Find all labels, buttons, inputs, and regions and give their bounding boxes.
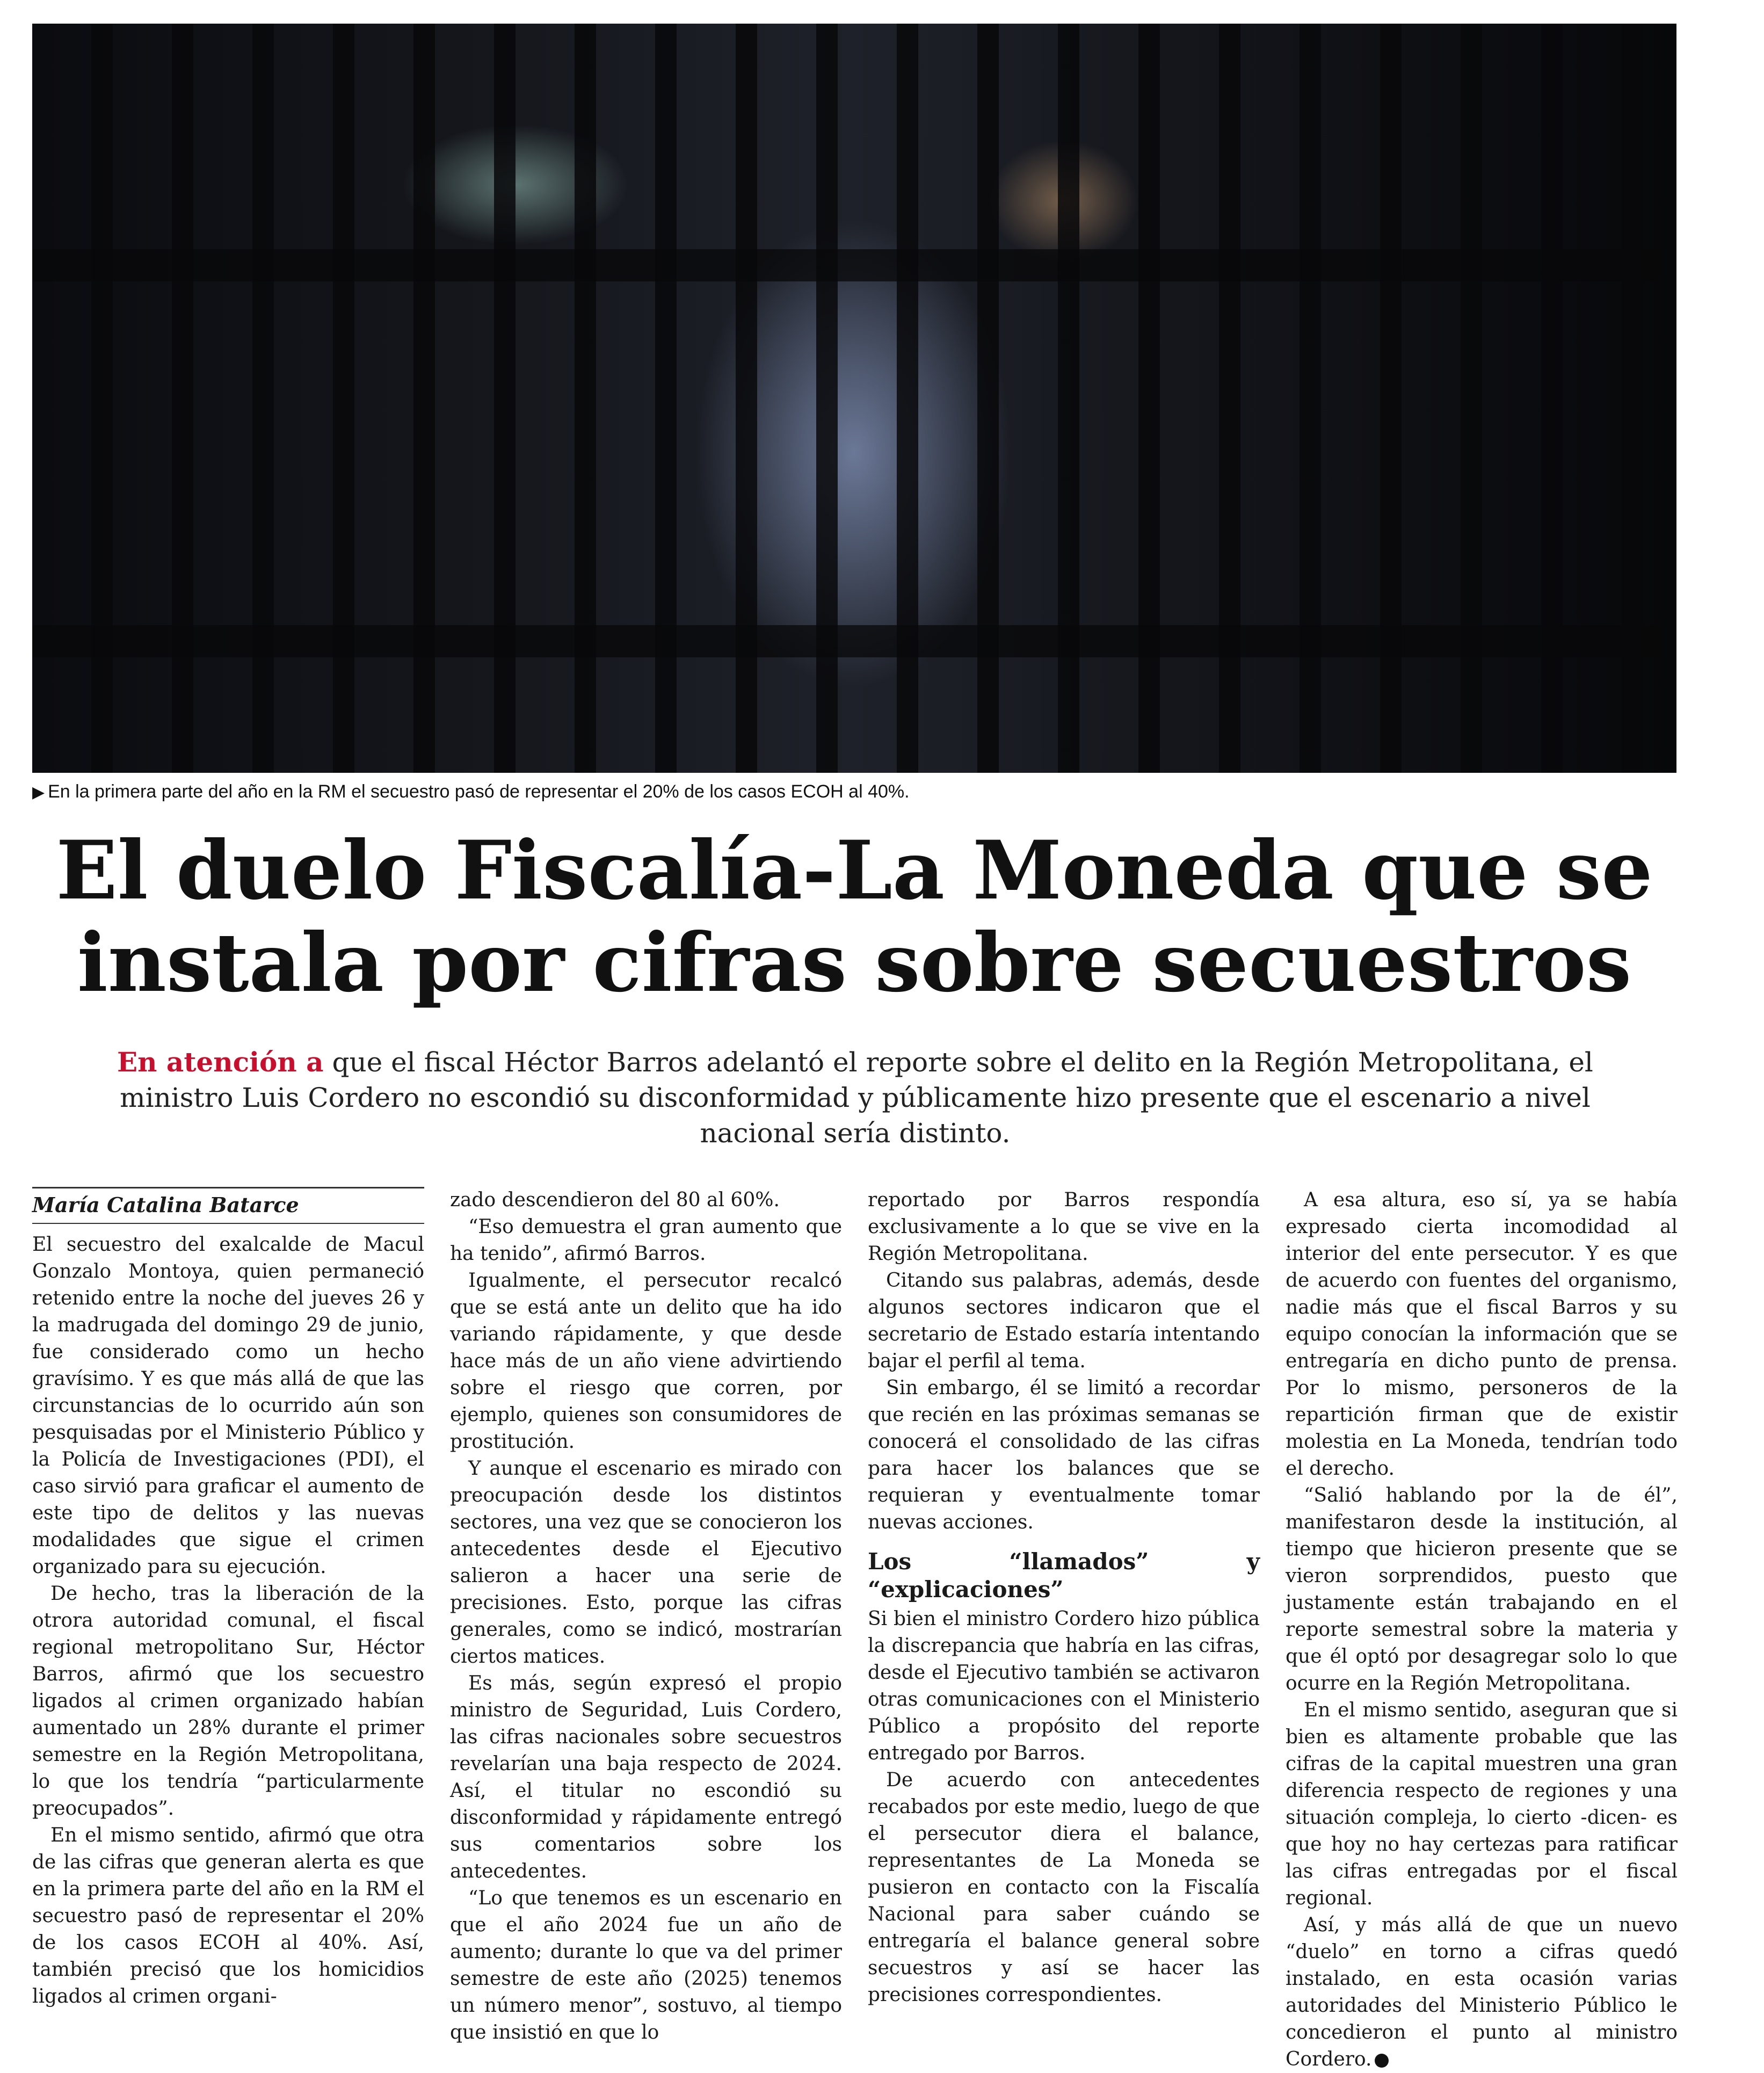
paragraph: En el mismo sentido, aseguran que si bien es altamente probable que las cifras de la capital muestren una gran diferencia respecto de regiones y una situación compleja, lo cierto -dicen- es que hoy no hay certezas para ratificar las cifras entregadas por el fiscal regional. xyxy=(1286,1699,1678,1909)
column-1 xyxy=(32,1187,424,2010)
paragraph-last: Así, y más allá de que un nuevo “duelo” en torno a cifras quedó instalado, en esta ocasión varias autoridades del Ministerio Público le concedieron el punto al ministro Cordero. xyxy=(1286,1914,1678,2070)
paragraph: En el mismo sentido, afirmó que otra de las cifras que generan alerta es que en la primera parte del año en la RM el secuestro pasó de representar el 20% de los casos ECOH al 40%. Así, también precisó que los homicidios ligados al crimen organi- xyxy=(32,1824,424,2007)
paragraph: De hecho, tras la liberación de la otrora autoridad comunal, el fiscal regional metropolitano Sur, Héctor Barros, afirmó que los secuestro ligados al crimen organizado habían aumentado un 28% durante el primer semestre en la Región Metropolitana, lo que los tendría “particularmente preocupados”. xyxy=(32,1583,424,1820)
paragraph: “Lo que tenemos es un escenario en que el año 2024 fue un año de aumento; durante lo que va del primer semestre de este año (2025) tenemos un número menor”, sostuvo, al tiempo que insistió en que lo xyxy=(450,1887,842,2043)
caption-triangle-icon: ▶ xyxy=(32,784,45,801)
lede-kicker: En atención a xyxy=(117,1046,324,1078)
paragraph: Si bien el ministro Cordero hizo pública la discrepancia que habría en las cifras, desde el Ejecutivo también se activaron otras comunicaciones con el Ministerio Público a propósito del reporte entregado por Barros. xyxy=(868,1608,1260,1764)
lede-text: que el fiscal Héctor Barros adelantó el reporte sobre el delito en la Región Metropolitana, el ministro Luis Cordero no escondió su disconformidad y públicamente hizo presente que el escenario a nivel nacional sería distinto. xyxy=(120,1047,1593,1149)
lede xyxy=(64,1045,1646,1151)
paragraph: Igualmente, el persecutor recalcó que se está ante un delito que ha ido variando rápidamente, y que desde hace más de un año viene advirtiendo sobre el riesgo que corren, por ejemplo, quienes son consumidores de prostitución. xyxy=(450,1270,842,1453)
article-photo xyxy=(32,24,1676,773)
paragraph: Es más, según expresó el propio ministro de Seguridad, Luis Cordero, las cifras nacionales sobre secuestros revelarían una baja respecto de 2024. Así, el titular no escondió su disconformidad y rápidamente entregó sus comentarios sobre los antecedentes. xyxy=(450,1672,842,1882)
paragraph: Sin embargo, él se limitó a recordar que recién en las próximas semanas se conocerá el consolidado de las cifras para hacer los balances que se requieran y eventualmente tomar nuevas acciones. xyxy=(868,1377,1260,1533)
paragraph: “Salió hablando por la de él”, manifestaron desde la institución, al tiempo que hicieron presente que se vieron sorprendidos, puesto que justamente están trabajando en el reporte semestral sobre la materia y que él optó por desagregar solo lo que ocurre en la Región Metropolitana. xyxy=(1286,1484,1678,1694)
paragraph: reportado por Barros respondía exclusivamente a lo que se vive en la Región Metropolitana. xyxy=(868,1189,1260,1265)
paragraph: Citando sus palabras, además, desde algunos sectores indicaron que el secretario de Estado estaría intentando bajar el perfil al tema. xyxy=(868,1270,1260,1372)
headline: El duelo Fiscalía-La Moneda que se instala por cifras sobre secuestros xyxy=(56,823,1653,1010)
section-subhead: Los “llamados” y “explicaciones” xyxy=(868,1548,1260,1603)
paragraph: Y aunque el escenario es mirado con preocupación desde los distintos sectores, una vez que se conocieron los antecedentes desde el Ejecutivo salieron a hacer una serie de precisiones. Esto, porque las cifras generales, como se indicó, mostrarían ciertos matices. xyxy=(450,1458,842,1668)
prison-bars-icon xyxy=(32,24,1676,773)
paragraph: zado descendieron del 80 al 60%. xyxy=(450,1189,780,1211)
paragraph: El secuestro del exalcalde de Macul Gonzalo Montoya, quien permaneció retenido entre la noche del jueves 26 y la madrugada del domingo 29 de junio, fue considerado como un hecho gravísimo. Y es que más allá de que las circunstancias de lo ocurrido aún son pesquisadas por el Ministerio Público y la Policía de Investigaciones (PDI), el caso sirvió para graficar el aumento de este tipo de delitos y las nuevas modalidades que sigue el crimen organizado para su ejecución. xyxy=(32,1234,424,1578)
paragraph: A esa altura, eso sí, ya se había expresado cierta incomodidad al interior del ente persecutor. Y es que de acuerdo con fuentes del organismo, nadie más que el fiscal Barros y su equipo conocían la información que se entregaría en dicho punto de prensa. Por lo mismo, personeros de la repartición firman que de existir molestia en La Moneda, tendrían todo el derecho. xyxy=(1286,1189,1678,1480)
column-4 xyxy=(1286,1187,1678,2073)
byline: María Catalina Batarce xyxy=(32,1187,424,1224)
paragraph: “Eso demuestra el gran aumento que ha tenido”, afirmó Barros. xyxy=(450,1216,842,1265)
column-3 xyxy=(868,1187,1260,2009)
end-of-article-icon xyxy=(1375,2054,1389,2068)
column-2 xyxy=(450,1187,842,2046)
photo-caption: ▶ En la primera parte del año en la RM el secuestro pasó de representar el 20% de los casos ECOH al 40%. xyxy=(32,781,910,802)
paragraph: De acuerdo con antecedentes recabados por este medio, luego de que el persecutor diera el balance, representantes de La Moneda se pusieron en contacto con la Fiscalía Nacional para saber cuándo se entregaría el balance general sobre secuestros y así se hacer las precisiones correspondientes. xyxy=(868,1769,1260,2006)
